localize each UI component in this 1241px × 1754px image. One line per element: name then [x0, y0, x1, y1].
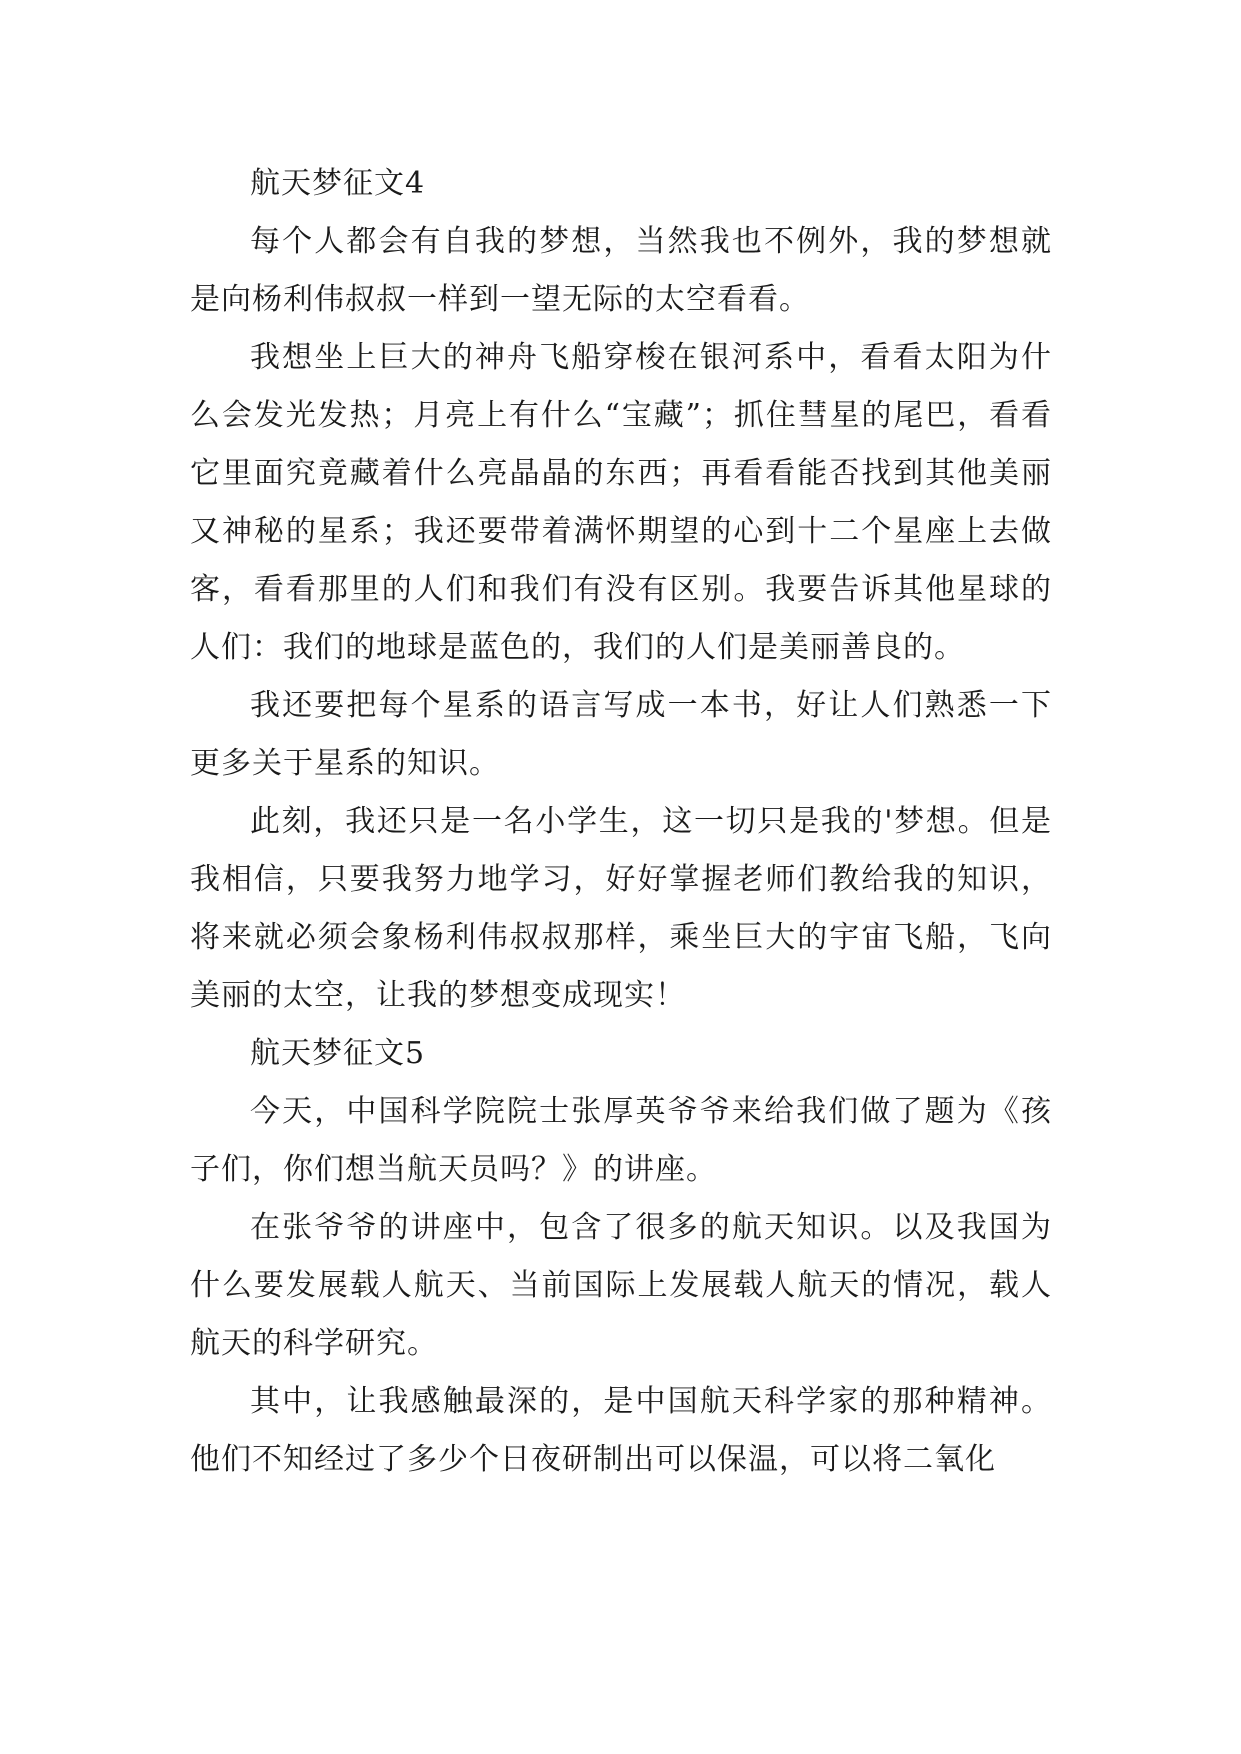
section-heading: 航天梦征文5 [250, 1036, 426, 1071]
paragraph: 其中，让我感触最深的，是中国航天科学家的那种精神。他们不知经过了多少个日夜研制出可以保温，可以将二氧化 [190, 1384, 1052, 1477]
document-body [190, 155, 1052, 1489]
paragraph: 我还要把每个星系的语言写成一本书，好让人们熟悉一下更多关于星系的知识。 [190, 688, 1052, 781]
paragraph: 每个人都会有自我的梦想，当然我也不例外，我的梦想就是向杨利伟叔叔一样到一望无际的太空看看。 [190, 224, 1052, 317]
paragraph: 今天，中国科学院院士张厚英爷爷来给我们做了题为《孩子们，你们想当航天员吗？》的讲座。 [190, 1094, 1052, 1187]
paragraph: 此刻，我还只是一名小学生，这一切只是我的'梦想。但是我相信，只要我努力地学习，好好掌握老师们教给我的知识，将来就必须会象杨利伟叔叔那样，乘坐巨大的宇宙飞船，飞向美丽的太空，让我的梦想变成现实！ [190, 804, 1052, 1013]
paragraph: 我想坐上巨大的神舟飞船穿梭在银河系中，看看太阳为什么会发光发热；月亮上有什么“宝藏”；抓住彗星的尾巴，看看它里面究竟藏着什么亮晶晶的东西；再看看能否找到其他美丽又神秘的星系；我还要带着满怀期望的心到十二个星座上去做客，看看那里的人们和我们有没有区别。我要告诉其他星球的人们：我们的地球是蓝色的，我们的人们是美丽善良的。 [190, 340, 1052, 665]
paragraph: 在张爷爷的讲座中，包含了很多的航天知识。以及我国为什么要发展载人航天、当前国际上发展载人航天的情况，载人航天的科学研究。 [190, 1210, 1052, 1361]
section-heading: 航天梦征文4 [250, 166, 426, 201]
